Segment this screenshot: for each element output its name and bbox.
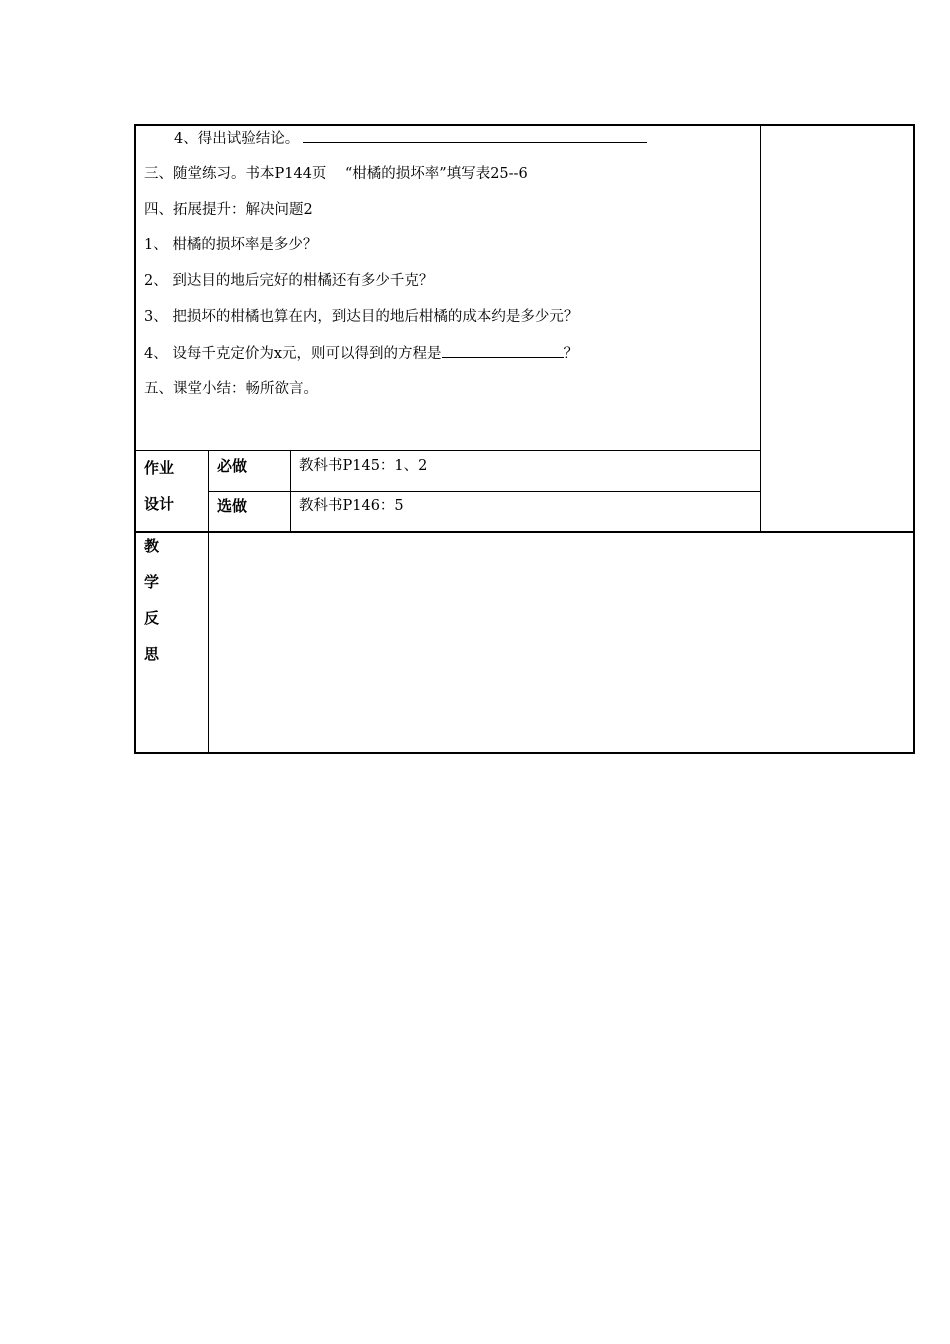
question-4: [144, 343, 578, 364]
reflection-char-2: 学: [144, 573, 160, 591]
homework-label-line1: 作业: [144, 459, 175, 477]
lesson-plan-table: [134, 124, 915, 754]
summary-line: 五、课堂小结：畅所欲言。: [144, 381, 318, 397]
extension-heading: 四、拓展提升：解决问题2: [144, 202, 313, 218]
reflection-char-1: 教: [144, 537, 160, 555]
question-3: 3、 把损坏的柑橘也算在内，到达目的地后柑橘的成本约是多少元？: [144, 309, 579, 325]
question-4-text: 4、 设每千克定价为x元，则可以得到的方程是: [144, 346, 442, 362]
conclusion-step: [174, 128, 647, 149]
optional-label: 选做: [217, 497, 248, 515]
equation-blank: [442, 343, 564, 358]
homework-type-divider: [290, 450, 291, 532]
content-bottom-divider: [134, 450, 761, 451]
conclusion-blank: [303, 128, 647, 143]
required-label: 必做: [217, 457, 248, 475]
table-border-top: [134, 124, 915, 126]
right-column-divider: [760, 124, 761, 532]
practice-line: 三、随堂练习。书本P144页 “柑橘的损坏率”填写表25--6: [144, 166, 528, 182]
question-2: 2、 到达目的地后完好的柑橘还有多少千克？: [144, 273, 434, 289]
conclusion-step-text: 4、得出试验结论。: [174, 131, 300, 147]
required-homework: 教科书P145：1、2: [299, 458, 428, 474]
table-border-right-lower: [913, 532, 915, 754]
homework-label-line2: 设计: [144, 495, 175, 513]
table-border-right: [913, 124, 915, 533]
question-1: 1、 柑橘的损坏率是多少？: [144, 237, 318, 253]
reflection-char-4: 思: [144, 645, 160, 663]
table-border-left: [134, 124, 136, 754]
homework-bottom-divider: [134, 531, 915, 533]
reflection-char-3: 反: [144, 609, 160, 627]
table-border-bottom: [134, 752, 915, 754]
question-4-mark: ？: [563, 346, 579, 362]
label-column-divider: [208, 450, 209, 753]
optional-homework: 教科书P146：5: [299, 498, 404, 514]
